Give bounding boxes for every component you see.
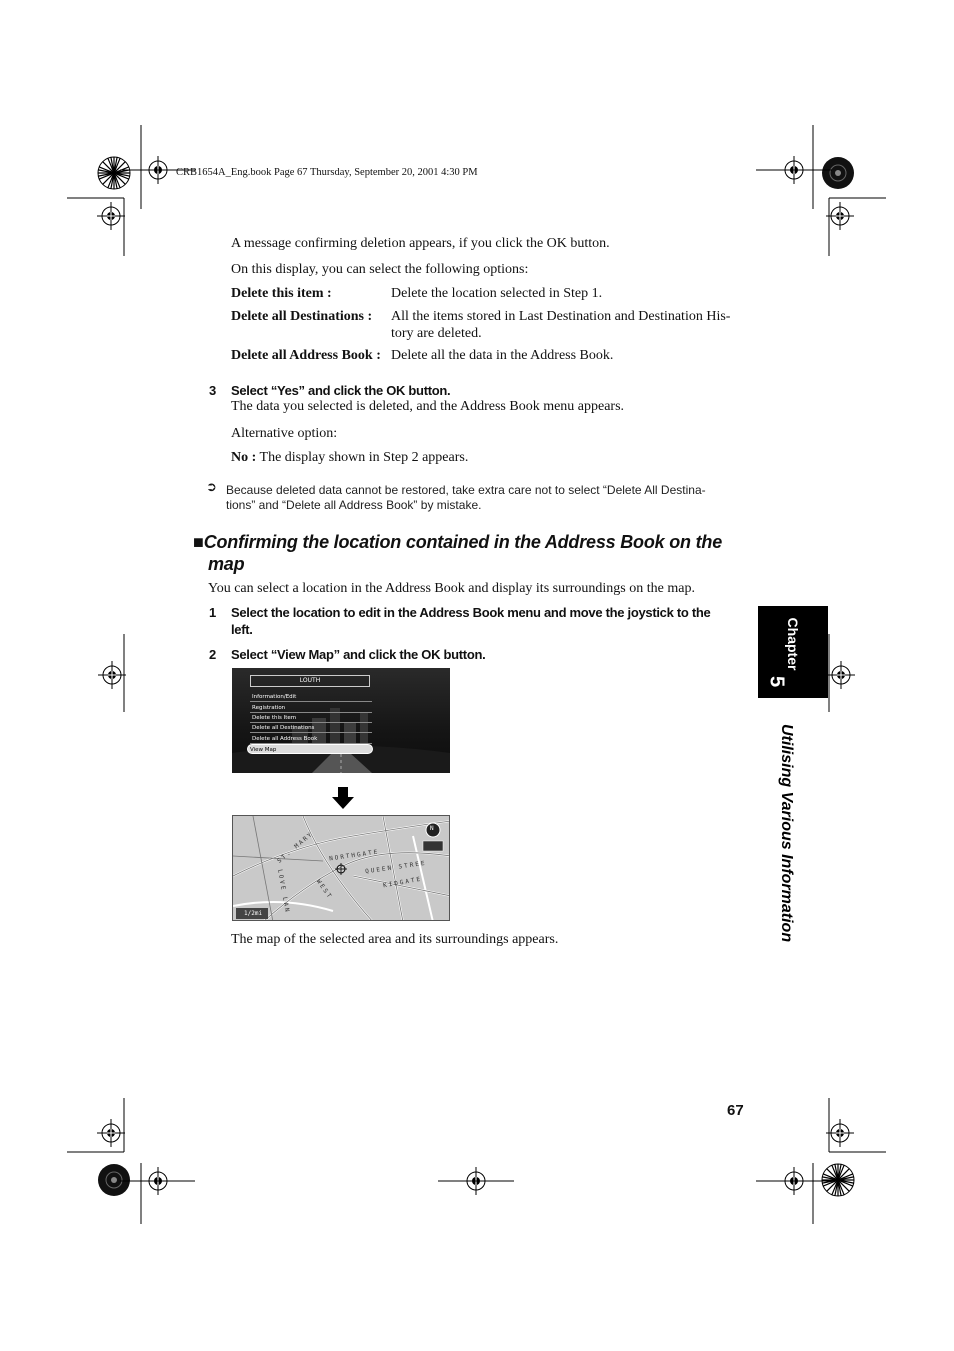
intro-line-1: A message confirming deletion appears, if you click the OK button. [231,236,610,251]
section-step-1-number: 1 [209,605,216,620]
alternative-option-heading: Alternative option: [231,426,338,441]
chapter-number: 5 [765,675,788,688]
option-desc-delete-this-item: Delete the location selected in Step 1. [391,286,603,301]
section-heading [193,531,722,553]
chapter-side-title: Utilising Various Information [778,724,795,943]
map-label-kidgate: KIDGATE [382,875,423,890]
section-step-2-number: 2 [209,647,216,662]
option-desc-delete-all-destinations-line-2: tory are deleted. [391,326,482,341]
option-term-delete-all-address-book: Delete all Address Book : [231,348,381,363]
alternative-option-no [231,449,468,467]
option-term-delete-all-destinations: Delete all Destinations : [231,309,373,324]
alternative-option-term: No : [231,450,257,465]
map-scale-label: 1/2mi [244,910,263,917]
book-info-header: CRB1654A_Eng.book Page 67 Thursday, September 20, 2001 4:30 PM [176,167,478,178]
compass-north-icon: N [430,825,434,832]
section-intro: You can select a location in the Address Book and display its surroundings on the map. [208,581,695,596]
step-3-label: Select “Yes” and click the OK button. [231,383,451,398]
map-label-west: WEST [314,878,334,901]
down-arrow-icon [332,787,354,809]
note-arrow-icon: ➲ [206,480,217,495]
chapter-word: Chapter [785,617,801,671]
map-label-st-mary: ST. MARY [276,830,315,865]
section-bullet-icon: ■ [193,532,204,552]
section-step-1-line-1: Select the location to edit in the Address Book menu and move the joystick to the [231,605,711,620]
option-desc-delete-all-address-book: Delete all the data in the Address Book. [391,348,614,363]
note-line-2: tions” and “Delete all Address Book” by mistake. [226,498,482,512]
map-screenshot [232,815,450,921]
option-term-delete-this-item: Delete this item : [231,286,332,301]
step-3-number: 3 [209,383,216,398]
menu-item-delete-all-address-book[interactable]: Delete all Address Book [250,734,372,744]
section-title-line-1: Confirming the location contained in the Address Book on the [203,532,723,552]
menu-item-registration[interactable]: Registration [250,703,372,713]
chapter-label [758,606,828,698]
section-step-1 [209,604,711,621]
map-label-love-lane: LOVE LAN [276,868,291,915]
page-number: 67 [727,1102,744,1119]
address-book-menu-screenshot [232,668,450,773]
menu-item-delete-all-destinations[interactable]: Delete all Destinations [250,723,372,733]
alternative-option-desc: The display shown in Step 2 appears. [259,450,469,465]
map-label-queen-street: QUEEN STREE [364,859,427,876]
step-3 [209,382,451,399]
map-label-northgate: NORTHGATE [328,848,380,863]
menu-item-delete-this-item[interactable]: Delete this Item [250,713,372,723]
section-step-2 [209,646,486,663]
map-caption: The map of the selected area and its surroundings appears. [231,932,559,947]
section-step-1-line-2: left. [231,622,253,637]
section-title-line-2: map [208,554,245,574]
note-line-1: Because deleted data cannot be restored, take extra care not to select “Delete All Destina- [226,483,706,497]
menu-title: LOUTH [250,675,370,687]
map-roads-graphic [233,816,450,921]
menu-item-view-map[interactable]: View Map [247,744,373,754]
menu-item-information-edit[interactable]: Information/Edit [250,692,372,702]
step-3-result: The data you selected is deleted, and the Address Book menu appears. [231,399,625,414]
section-step-2-label: Select “View Map” and click the OK button. [231,647,486,662]
option-desc-delete-all-destinations-line-1: All the items stored in Last Destination and Destination His- [391,309,731,324]
intro-line-2: On this display, you can select the following options: [231,262,529,277]
